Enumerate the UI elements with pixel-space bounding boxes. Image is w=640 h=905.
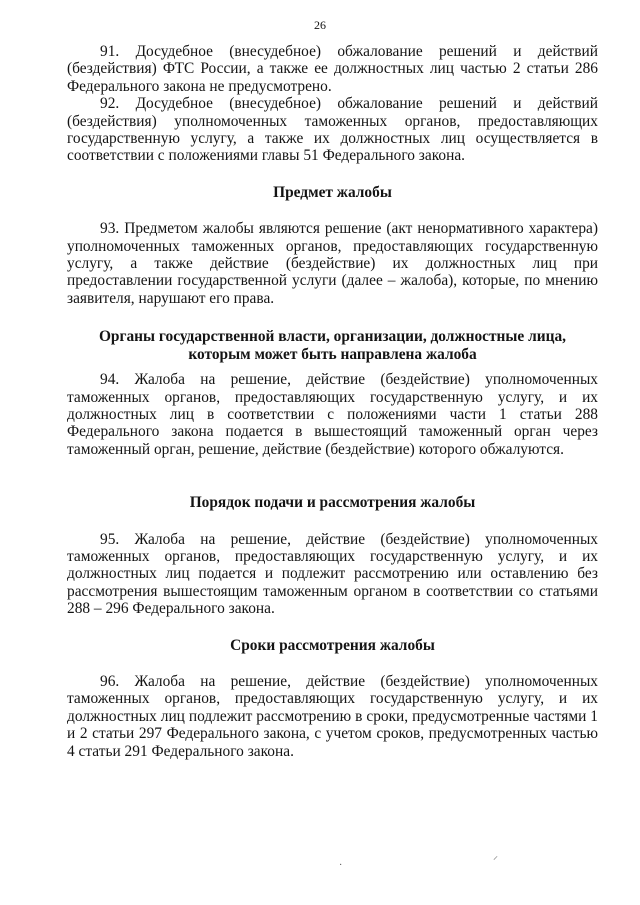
heading-bodies: Органы государственной власти, организации, должностные лица, которым может быть направлена жалоба	[98, 328, 567, 363]
paragraph-95: 95. Жалоба на решение, действие (бездействие) уполномоченных таможенных органов, предоставляющих государственную услугу, и их должностных лиц подается и подлежит рассмотрению или оставлению без рассмотрения вышестоящим таможенным органом в соответствии со статьями 288 – 296 Федерального закона.	[67, 530, 598, 618]
heading-subject: Предмет жалобы	[273, 183, 392, 201]
paragraph-93: 93. Предметом жалобы являются решение (акт ненормативного характера) уполномоченных таможенных органов, предоставляющих государственную услугу, а также действие (бездействие) их должностных лиц при предоставлении государственной услуги (далее – жалоба), которые, по мнению заявителя, нарушают его права.	[67, 220, 598, 307]
paragraph-92: 92. Досудебное (внесудебное) обжалование решений и действий (бездействия) уполномоченных таможенных органов, предоставляющих государственную услугу, а также их должностных лиц осуществляется в соответствии с положениями главы 51 Федерального закона.	[67, 95, 598, 165]
paragraph-94: 94. Жалоба на решение, действие (бездействие) уполномоченных таможенных органов, предоставляющих государственную услугу, и их должностных лиц в соответствии с положениями части 1 статьи 288 Федерального закона подается в вышестоящий таможенный орган через таможенный орган, решение, действие (бездействие) которого обжалуются.	[67, 371, 598, 458]
heading-terms: Сроки рассмотрения жалобы	[230, 636, 435, 654]
paragraph-91: 91. Досудебное (внесудебное) обжалование решений и действий (бездействия) ФТС России, а также ее должностных лиц частью 2 статьи 286 Федерального закона не предусмотрено.	[67, 43, 598, 95]
heading-procedure: Порядок подачи и рассмотрения жалобы	[189, 494, 476, 512]
scan-artifact-dot: ·	[339, 860, 343, 871]
page-number: 26	[314, 18, 326, 32]
page-content	[67, 43, 598, 760]
scan-artifact-mark: ⸝	[493, 851, 498, 862]
paragraph-96: 96. Жалоба на решение, действие (бездействие) уполномоченных таможенных органов, предоставляющих государственную услугу, и их должностных лиц подлежит рассмотрению в сроки, предусмотренные частями 1 и 2 статьи 297 Федерального закона, с учетом сроков, предусмотренных частью 4 статьи 291 Федерального закона.	[67, 672, 598, 760]
